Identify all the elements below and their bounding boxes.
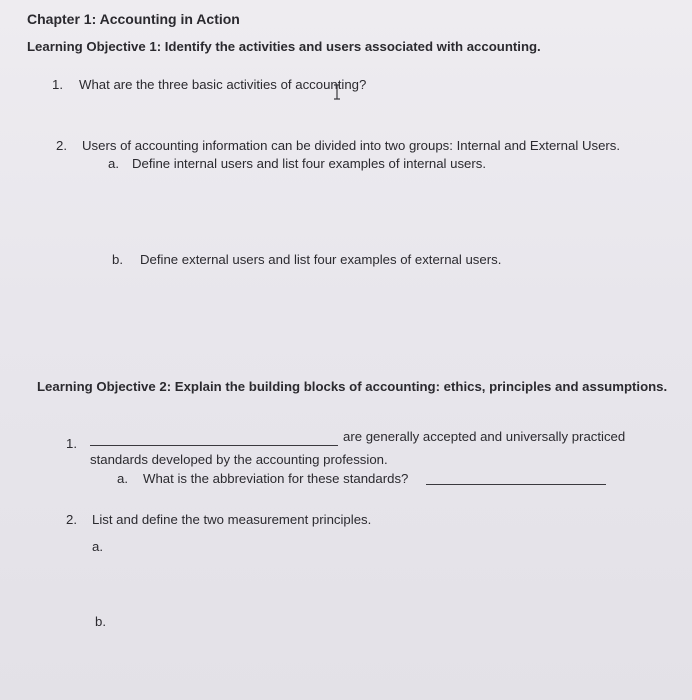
lo2-q2a-label: a.	[92, 539, 103, 554]
chapter-heading: Chapter 1: Accounting in Action	[27, 11, 240, 27]
lo2-q1a-text: What is the abbreviation for these standards?	[143, 471, 409, 486]
lo2-q2-text: List and define the two measurement principles.	[92, 512, 372, 527]
lo2-q1-text-line2: standards developed by the accounting profession.	[90, 452, 388, 467]
lo1-q1-text: What are the three basic activities of accounting?	[79, 77, 367, 92]
lo1-q1-number: 1.	[52, 77, 63, 92]
lo2-title: Learning Objective 2: Explain the building blocks of accounting: ethics, principles and assumptions.	[37, 379, 668, 394]
lo1-title: Learning Objective 1: Identify the activities and users associated with accounting.	[27, 39, 541, 54]
lo1-q2b-text: Define external users and list four examples of external users.	[140, 252, 502, 267]
text-cursor-icon	[332, 84, 342, 100]
lo2-q1-text: are generally accepted and universally practiced	[343, 429, 626, 444]
lo2-q2b-label: b.	[95, 614, 106, 629]
lo2-q1a-answer-blank[interactable]	[426, 484, 606, 485]
lo2-q2-number: 2.	[66, 512, 77, 527]
lo1-q2-number: 2.	[56, 138, 67, 153]
lo2-q1-number: 1.	[66, 436, 77, 451]
lo2-q1a-label: a.	[117, 471, 128, 486]
lo1-q2b-label: b.	[112, 252, 123, 267]
lo2-q1-answer-blank[interactable]	[90, 445, 338, 446]
lo1-q2-text: Users of accounting information can be divided into two groups: Internal and External Users.	[82, 138, 621, 153]
lo1-q2a-text: Define internal users and list four examples of internal users.	[132, 156, 487, 171]
lo1-q2a-label: a.	[108, 156, 119, 171]
